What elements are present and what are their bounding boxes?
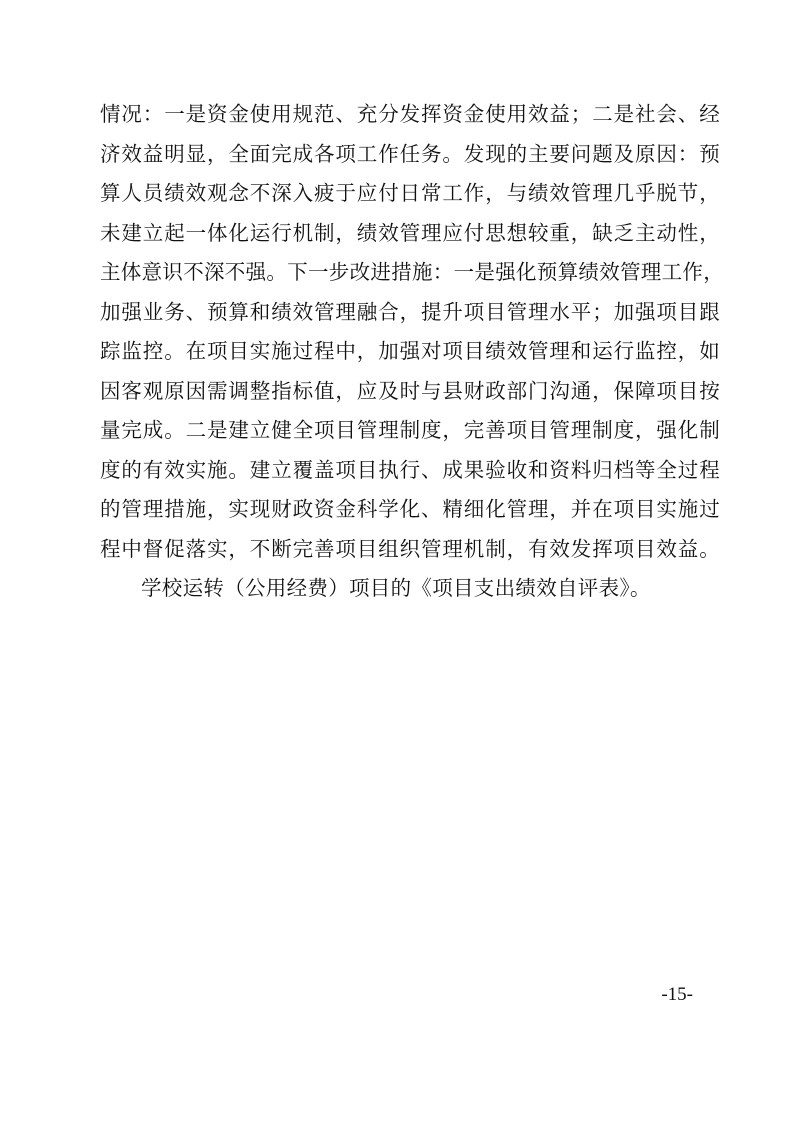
paragraph-line: 未建立起一体化运行机制，绩效管理应付思想较重，缺乏主动性，	[100, 220, 720, 245]
paragraph-line: 程中督促落实，不断完善项目组织管理机制，有效发挥项目效益。	[100, 536, 720, 561]
paragraph-line: 量完成。二是建立健全项目管理制度，完善项目管理制度，强化制	[100, 418, 720, 442]
paragraph-line: 因客观原因需调整指标值，应及时与县财政部门沟通，保障项目按	[100, 378, 720, 403]
paragraph-line: 济效益明显，全面完成各项工作任务。发现的主要问题及原因：预	[100, 141, 720, 166]
paragraph-line: 的管理措施，实现财政资金科学化、精细化管理，并在项目实施过	[100, 497, 720, 521]
paragraph-2: 学校运转（公用经费）项目的《项目支出绩效自评表》。	[141, 576, 651, 600]
paragraph-line: 度的有效实施。建立覆盖项目执行、成果验收和资料归档等全过程	[100, 457, 720, 482]
paragraph-line: 踪监控。在项目实施过程中，加强对项目绩效管理和运行监控，如	[100, 339, 720, 363]
paragraph-line: 主体意识不深不强。下一步改进措施：一是强化预算绩效管理工作，	[100, 260, 724, 284]
paragraph-line: 算人员绩效观念不深入疲于应付日常工作，与绩效管理几乎脱节，	[100, 181, 720, 205]
paragraph-line: 加强业务、预算和绩效管理融合，提升项目管理水平；加强项目跟	[100, 299, 720, 324]
body-text	[100, 95, 724, 609]
paragraph-line: 情况：一是资金使用规范、充分发挥资金使用效益；二是社会、经	[100, 102, 720, 126]
page-number: -15-	[661, 984, 693, 1005]
